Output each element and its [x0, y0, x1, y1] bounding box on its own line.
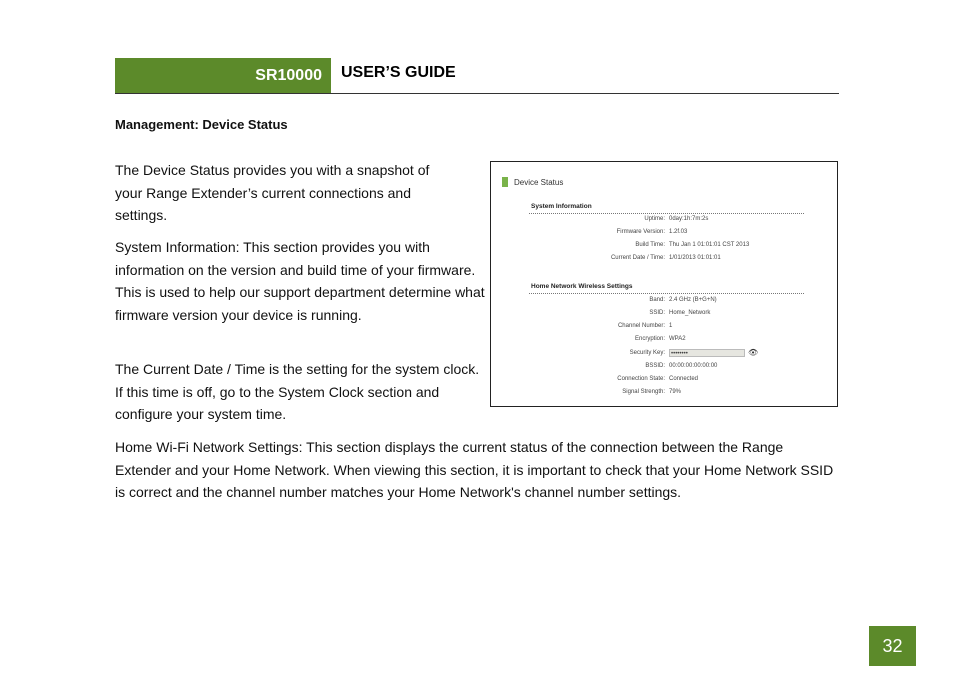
security-key-field: ••••••••: [669, 349, 745, 357]
band-row: [531, 297, 811, 307]
row-value: 0day:1h:7m:2s: [669, 216, 709, 222]
row-label: Channel Number:: [617, 323, 665, 329]
system-information-divider: [529, 213, 804, 214]
home-network-divider: [529, 293, 804, 294]
signal-strength-row: [531, 389, 811, 399]
row-label: Security Key:: [629, 350, 665, 356]
row-value: 1/01/2013 01:01:01: [669, 255, 721, 261]
device-status-title: Device Status: [514, 177, 564, 187]
home-network-heading: Home Network Wireless Settings: [531, 283, 633, 290]
row-value: 1.2f.03: [669, 229, 688, 235]
row-label: Current Date / Time:: [610, 255, 665, 261]
row-value: Thu Jan 1 01:01:01 CST 2013: [669, 242, 750, 248]
build-time-row: [531, 242, 811, 252]
product-name: SR10000: [255, 66, 322, 84]
bssid-row: [531, 363, 811, 373]
product-banner: [115, 58, 331, 93]
status-square-icon: [502, 177, 508, 187]
row-label: Build Time:: [635, 242, 665, 248]
row-value: 2.4 GHz (B+G+N): [669, 297, 717, 303]
encryption-row: [531, 336, 811, 346]
row-value: 00:00:00:00:00:00: [669, 363, 718, 369]
show-password-eye-icon: 👁: [748, 348, 759, 357]
connection-state-row: [531, 376, 811, 386]
row-label: BSSID:: [645, 363, 665, 369]
intro-paragraph: The Device Status provides you with a snapshot of your Range Extender’s current connections and settings.: [115, 162, 430, 224]
device-status-screenshot: [490, 161, 838, 407]
current-date-time-row: [531, 255, 811, 265]
firmware-version-row: [531, 229, 811, 239]
header-divider: [115, 93, 839, 94]
channel-number-row: [531, 323, 811, 333]
row-label: Signal Strength:: [622, 389, 665, 395]
row-label: Connection State:: [617, 376, 665, 382]
home-wifi-paragraph: Home Wi-Fi Network Settings: This section displays the current status of the connection between the Range Extender and your Home Network. When viewing this section, it is important to check that your Home Network SSID is correct and the channel number matches your Home Network's channel number settings.: [115, 439, 834, 501]
row-value: 79%: [669, 389, 682, 395]
row-label: SSID:: [649, 310, 665, 316]
row-label: Band:: [649, 297, 665, 303]
current-date-paragraph: The Current Date / Time is the setting for the system clock. If this time is off, go to the System Clock section and configure your system time.: [115, 361, 480, 423]
row-label: Encryption:: [634, 336, 665, 342]
page-number: 32: [869, 626, 916, 666]
row-label: Uptime:: [644, 216, 665, 222]
row-value: 1: [669, 323, 673, 329]
row-value: Connected: [669, 376, 699, 382]
row-label: Firmware Version:: [616, 229, 665, 235]
device-status-header: [502, 177, 563, 187]
uptime-row: [531, 216, 811, 226]
guide-title: USER’S GUIDE: [341, 64, 456, 81]
system-information-heading: System Information: [531, 203, 592, 210]
security-key-row: [531, 350, 811, 360]
row-value: Home_Network: [669, 310, 711, 316]
ssid-row: [531, 310, 811, 320]
section-title: Management: Device Status: [115, 117, 288, 132]
row-value: WPA2: [669, 336, 686, 342]
system-info-paragraph: System Information: This section provides you with information on the version and build time of your firmware. This is used to help our support department determine what firmware version your device is running.: [115, 239, 485, 323]
